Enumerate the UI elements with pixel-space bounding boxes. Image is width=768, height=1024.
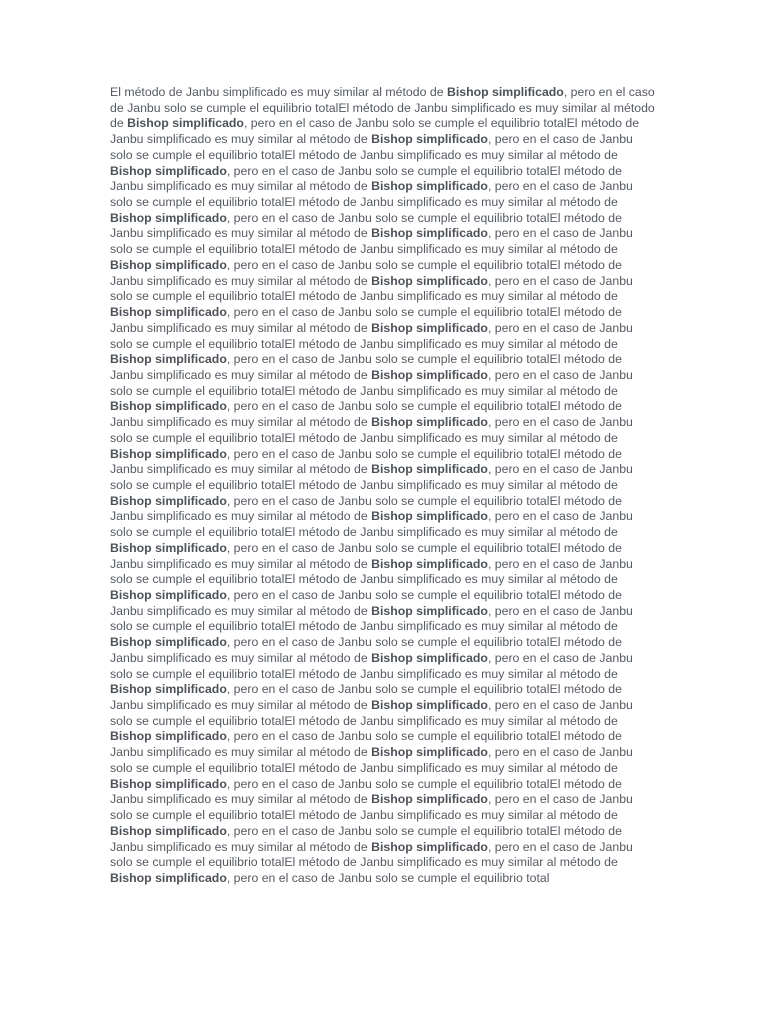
bold-term: Bishop simplificado <box>110 352 227 367</box>
text-run: , pero en el caso de Janbu solo se cumple el equilibrio total <box>226 305 550 320</box>
text-run: , pero en el caso de Janbu solo se cumple el equilibrio total <box>226 352 550 367</box>
bold-term: Bishop simplificado <box>110 588 227 602</box>
text-run: El método de Janbu simplificado es muy similar al método de <box>110 163 622 194</box>
text-run: , pero en el caso de Janbu solo se cumple el equilibrio total <box>226 588 550 602</box>
text-run: , pero en el caso de Janbu solo se cumple el equilibrio total <box>243 116 567 131</box>
text-run: , pero en el caso de Janbu solo se cumple el equilibrio total <box>226 540 550 555</box>
text-run: , pero en el caso de Janbu solo se cumple el equilibrio total <box>226 776 550 791</box>
text-run: El método de Janbu simplificado es muy similar al método de <box>110 776 622 807</box>
text-run: El método de Janbu simplificado es muy similar al método de <box>110 682 622 713</box>
bold-term: Bishop simplificado <box>371 650 488 665</box>
text-run: El método de Janbu simplificado es muy similar al método de <box>284 619 618 634</box>
text-run: El método de Janbu simplificado es muy similar al método de <box>110 257 622 288</box>
text-run: El método de Janbu simplificado es muy similar al método de <box>284 430 618 445</box>
text-run: , pero en el caso de Janbu solo se cumple el equilibrio total <box>226 682 550 697</box>
text-run: El método de Janbu simplificado es muy similar al método de <box>110 116 640 147</box>
text-run: , pero en el caso de Janbu solo se cumple el equilibrio total <box>226 210 550 225</box>
text-run: , pero en el caso de Janbu solo se cumple el equilibrio total <box>226 493 550 508</box>
text-run: , pero en el caso de Janbu solo se cumple el equilibrio total <box>110 179 633 210</box>
bold-term: Bishop simplificado <box>110 823 227 838</box>
text-run: , pero en el caso de Janbu solo se cumple el equilibrio total <box>110 85 655 115</box>
text-run: El método de Janbu simplificado es muy similar al método de <box>110 446 622 477</box>
text-run: , pero en el caso de Janbu solo se cumple el equilibrio total <box>226 163 550 178</box>
text-run: El método de Janbu simplificado es muy similar al método de <box>110 100 655 131</box>
text-run: El método de Janbu simplificado es muy similar al método de <box>110 399 622 430</box>
bold-term: Bishop simplificado <box>371 556 488 571</box>
text-run: , pero en el caso de Janbu solo se cumple el equilibrio total <box>110 132 633 162</box>
text-run: , pero en el caso de Janbu solo se cumple el equilibrio total <box>110 556 633 587</box>
bold-term: Bishop simplificado <box>446 85 564 99</box>
bold-term: Bishop simplificado <box>371 698 488 713</box>
bold-term: Bishop simplificado <box>110 446 227 461</box>
bold-term: Bishop simplificado <box>371 839 488 854</box>
bold-term: Bishop simplificado <box>110 729 227 744</box>
bold-term: Bishop simplificado <box>371 179 488 194</box>
bold-term: Bishop simplificado <box>110 870 227 885</box>
bold-term: Bishop simplificado <box>110 493 227 508</box>
text-run: , pero en el caso de Janbu solo se cumple el equilibrio total <box>226 823 550 838</box>
text-run: El método de Janbu simplificado es muy similar al método de <box>110 588 622 618</box>
bold-term: Bishop simplificado <box>371 132 488 147</box>
text-run: El método de Janbu simplificado es muy similar al método de <box>110 85 447 99</box>
bold-term: Bishop simplificado <box>110 399 227 414</box>
text-run: El método de Janbu simplificado es muy similar al método de <box>284 808 618 823</box>
text-run: , pero en el caso de Janbu solo se cumple el equilibrio total <box>110 839 633 870</box>
bold-term: Bishop simplificado <box>127 116 244 131</box>
text-run: El método de Janbu simplificado es muy similar al método de <box>284 760 618 775</box>
text-run: , pero en el caso de Janbu solo se cumple el equilibrio total <box>110 273 633 304</box>
text-run: El método de Janbu simplificado es muy similar al método de <box>284 477 618 492</box>
text-run: , pero en el caso de Janbu solo se cumple el equilibrio total <box>226 635 550 650</box>
text-run: , pero en el caso de Janbu solo se cumple el equilibrio total <box>110 603 633 634</box>
text-run: , pero en el caso de Janbu solo se cumple el equilibrio total <box>110 698 633 728</box>
text-run: El método de Janbu simplificado es muy similar al método de <box>284 147 618 162</box>
bold-term: Bishop simplificado <box>371 462 488 477</box>
bold-term: Bishop simplificado <box>371 792 488 807</box>
text-run: El método de Janbu simplificado es muy similar al método de <box>110 352 622 382</box>
bold-term: Bishop simplificado <box>371 745 488 760</box>
text-run: El método de Janbu simplificado es muy similar al método de <box>110 823 622 854</box>
text-run: , pero en el caso de Janbu solo se cumple el equilibrio total <box>110 462 633 492</box>
text-run: El método de Janbu simplificado es muy similar al método de <box>284 289 618 304</box>
text-run: , pero en el caso de Janbu solo se cumple el equilibrio total <box>226 399 550 414</box>
bold-term: Bishop simplificado <box>110 635 227 650</box>
text-run: , pero en el caso de Janbu solo se cumple el equilibrio total <box>110 745 633 775</box>
text-run: , pero en el caso de Janbu solo se cumple el equilibrio total <box>110 226 633 257</box>
text-run: El método de Janbu simplificado es muy similar al método de <box>284 525 618 540</box>
text-run: , pero en el caso de Janbu solo se cumple el equilibrio total <box>110 415 633 445</box>
text-run: El método de Janbu simplificado es muy similar al método de <box>284 855 618 870</box>
text-run: El método de Janbu simplificado es muy similar al método de <box>110 729 622 760</box>
text-run: El método de Janbu simplificado es muy similar al método de <box>284 666 618 681</box>
bold-term: Bishop simplificado <box>110 163 227 178</box>
bold-term: Bishop simplificado <box>110 305 227 320</box>
text-run: , pero en el caso de Janbu solo se cumple el equilibrio total <box>226 870 550 885</box>
bold-term: Bishop simplificado <box>371 320 488 335</box>
text-run: El método de Janbu simplificado es muy similar al método de <box>284 242 618 257</box>
text-run: El método de Janbu simplificado es muy similar al método de <box>110 210 622 241</box>
text-run: El método de Janbu simplificado es muy similar al método de <box>284 195 618 210</box>
text-run: El método de Janbu simplificado es muy similar al método de <box>284 383 618 398</box>
text-run: El método de Janbu simplificado es muy similar al método de <box>110 493 622 524</box>
text-run: , pero en el caso de Janbu solo se cumple el equilibrio total <box>226 729 550 744</box>
text-run: , pero en el caso de Janbu solo se cumple el equilibrio total <box>110 320 633 351</box>
bold-term: Bishop simplificado <box>371 367 488 382</box>
text-run: , pero en el caso de Janbu solo se cumple el equilibrio total <box>110 792 633 823</box>
text-run: El método de Janbu simplificado es muy similar al método de <box>110 305 622 335</box>
bold-term: Bishop simplificado <box>110 257 227 272</box>
bold-term: Bishop simplificado <box>371 603 488 618</box>
bold-term: Bishop simplificado <box>371 415 488 430</box>
text-run: El método de Janbu simplificado es muy similar al método de <box>110 540 622 571</box>
text-run: El método de Janbu simplificado es muy similar al método de <box>284 572 618 587</box>
bold-term: Bishop simplificado <box>110 540 227 555</box>
text-run: El método de Janbu simplificado es muy similar al método de <box>110 635 622 665</box>
text-run: , pero en el caso de Janbu solo se cumple el equilibrio total <box>226 257 550 272</box>
bold-term: Bishop simplificado <box>110 210 227 225</box>
text-run: El método de Janbu simplificado es muy similar al método de <box>284 336 618 351</box>
bold-term: Bishop simplificado <box>371 226 488 241</box>
text-run: , pero en el caso de Janbu solo se cumple el equilibrio total <box>110 509 633 540</box>
bold-term: Bishop simplificado <box>110 682 227 697</box>
bold-term: Bishop simplificado <box>110 776 227 791</box>
body-text <box>110 85 658 935</box>
bold-term: Bishop simplificado <box>371 509 488 524</box>
bold-term: Bishop simplificado <box>371 273 488 288</box>
text-run: , pero en el caso de Janbu solo se cumple el equilibrio total <box>110 650 633 681</box>
text-run: , pero en el caso de Janbu solo se cumple el equilibrio total <box>226 446 550 461</box>
text-run: El método de Janbu simplificado es muy similar al método de <box>284 713 618 728</box>
text-run: , pero en el caso de Janbu solo se cumple el equilibrio total <box>110 367 633 398</box>
